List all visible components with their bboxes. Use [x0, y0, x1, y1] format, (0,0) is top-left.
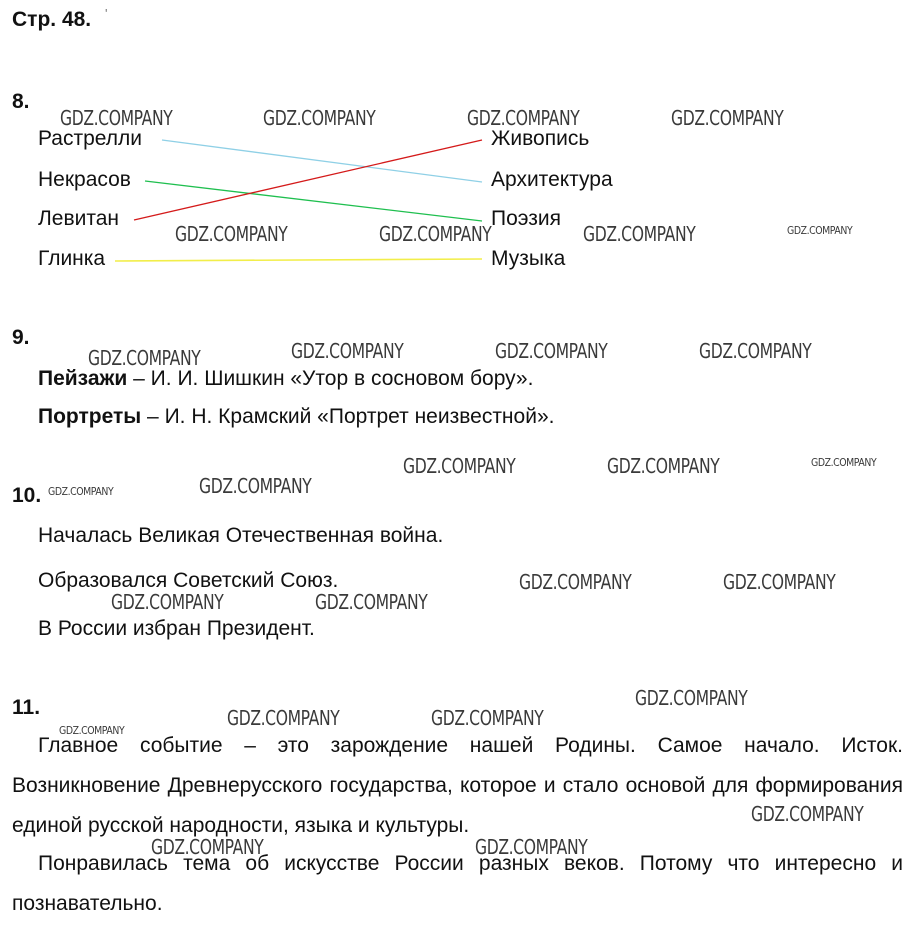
match-line-levitan-painting [134, 140, 482, 220]
watermark: GDZ.COMPANY [88, 346, 201, 370]
watermark: GDZ.COMPANY [787, 224, 853, 237]
watermark: GDZ.COMPANY [723, 570, 836, 594]
watermark: GDZ.COMPANY [60, 106, 173, 130]
watermark: GDZ.COMPANY [111, 590, 224, 614]
event-line: Началась Великая Отечественная война. [38, 524, 444, 547]
answer-paragraph-text: Понравилась тема об искусстве России разных веков. Потому что интересно и познавательно. [12, 852, 903, 915]
left-item-levitan: Левитан [38, 207, 120, 230]
watermark: GDZ.COMPANY [379, 222, 492, 246]
answer-paragraph-text: Главное событие – это зарождение нашей Родины. Самое начало. Исток. Возникновение Древнерусского государства, которое и стало основой для формирования единой русской народности, языка и культуры. [12, 734, 903, 837]
watermark: GDZ.COMPANY [475, 835, 588, 859]
watermark: GDZ.COMPANY [811, 456, 877, 469]
page-title: Стр. 48. [12, 8, 92, 31]
genre-answer: – И. И. Шишкин «Утор в сосновом бору». [127, 367, 534, 390]
watermark: GDZ.COMPANY [467, 106, 580, 130]
watermark: GDZ.COMPANY [151, 835, 264, 859]
task-10-number: 10. [12, 484, 42, 507]
task-11-number: 11. [12, 696, 41, 719]
watermark: GDZ.COMPANY [699, 339, 812, 363]
right-item-poetry: Поэзия [491, 207, 561, 230]
event-line: В России избран Президент. [38, 617, 315, 640]
task-9-line-landscapes [38, 367, 533, 391]
left-item-rastrelli: Растрелли [38, 127, 143, 150]
title-mark: ' [105, 6, 108, 21]
genre-label: Портреты [38, 405, 142, 428]
watermark: GDZ.COMPANY [751, 802, 864, 826]
watermark: GDZ.COMPANY [635, 686, 748, 710]
watermark: GDZ.COMPANY [175, 222, 288, 246]
right-item-architecture: Архитектура [491, 168, 613, 191]
watermark: GDZ.COMPANY [291, 339, 404, 363]
task-8-number: 8. [12, 90, 30, 113]
genre-answer: – И. Н. Крамский «Портрет неизвестной». [141, 405, 555, 428]
watermark: GDZ.COMPANY [227, 706, 340, 730]
watermark: GDZ.COMPANY [59, 724, 125, 737]
watermark: GDZ.COMPANY [315, 590, 428, 614]
left-item-nekrasov: Некрасов [38, 168, 131, 191]
watermark: GDZ.COMPANY [495, 339, 608, 363]
watermark: GDZ.COMPANY [263, 106, 376, 130]
match-line-glinka-music [115, 259, 482, 261]
event-line: Образовался Советский Союз. [38, 569, 339, 592]
watermark: GDZ.COMPANY [403, 454, 516, 478]
right-item-music: Музыка [491, 247, 566, 270]
watermark: GDZ.COMPANY [583, 222, 696, 246]
watermark: GDZ.COMPANY [607, 454, 720, 478]
task-9-number: 9. [12, 326, 30, 349]
right-item-painting: Живопись [491, 127, 590, 150]
watermark: GDZ.COMPANY [519, 570, 632, 594]
match-line-rastrelli-architecture [162, 140, 482, 182]
watermark: GDZ.COMPANY [671, 106, 784, 130]
watermark: GDZ.COMPANY [199, 474, 312, 498]
left-item-glinka: Глинка [38, 247, 106, 270]
task-9-line-portraits [38, 405, 554, 429]
watermark: GDZ.COMPANY [48, 485, 114, 498]
answer-paragraph [12, 726, 903, 846]
match-line-nekrasov-poetry [145, 181, 482, 221]
answer-paragraph [12, 844, 903, 924]
watermark: GDZ.COMPANY [431, 706, 544, 730]
genre-label: Пейзажи [38, 367, 128, 390]
